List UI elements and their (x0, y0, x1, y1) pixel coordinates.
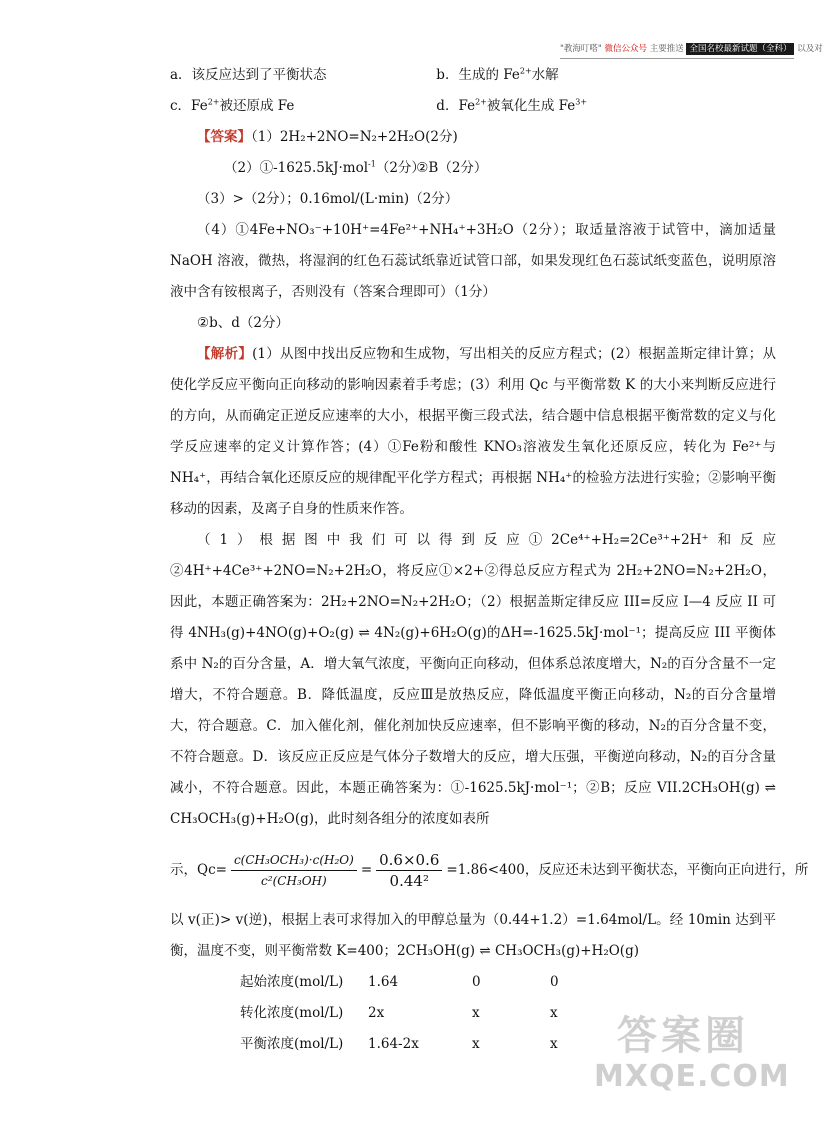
qc-equals: = (360, 861, 373, 878)
qc-fraction-numeric (376, 850, 442, 891)
options-row-1 (170, 60, 776, 91)
qc-denominator-numeric: 0.44² (389, 871, 429, 890)
qc-lead: 示，Qc= (170, 861, 227, 878)
table-row: 平衡浓度(mol/L) 1.64-2x x x (240, 1036, 558, 1052)
option-b: b．生成的 $Fe^{2+}$水解 (436, 66, 559, 83)
qc-denominator: c²(CH₃OH) (261, 873, 327, 888)
answer-line-5: ②b、d（2分） (197, 315, 289, 331)
answer-line-3: （3）>（2分）；0.16mol/(L·min)（2分） (197, 191, 459, 207)
analysis-paragraph-2: （1）根据图中我们可以得到反应①2Ce⁴⁺+H₂=2Ce³⁺+2H⁺和反应②4H⁺+4Ce³⁺+2NO=N₂+2H₂O，将反应①×2+②得总反应方程式为 2H₂+2NO=N₂+2H₂O，因此，本题正确答案为：2H₂+2NO=N₂+2H₂O；（2）根据盖斯定律反应 III=反应 I—4 反应 II 可得 4NH₃(g)+4NO(g)+O₂(g) ⇌ 4N₂(g)+6H₂O(g)的ΔH=-1625.5kJ·mol⁻¹；提高反应 III 平衡体系中 N₂的百分含量，A．增大氧气浓度，平衡向正向移动，但体系总浓度增大，N₂的百分含量不一定增大，不符合题意。B．降低温度，反应Ⅲ是放热反应，降低温度平衡正向移动，N₂的百分含量增大，符合题意。C．加入催化剂，催化剂加快反应速率，但不影响平衡的移动，N₂的百分含量不变，不符合题意。D．该反应正反应是气体分子数增大的反应，增大压强，平衡逆向移动，N₂的百分含量减小，不符合题意。因此，本题正确答案为：①-1625.5kJ·mol⁻¹；②B；反应 VII.2CH₃OH(g) ⇌ CH₃OCH₃(g)+H₂O(g)，此时刻各组分的浓度如表所 (170, 532, 776, 827)
answer-line-1: 【答案】（1）2H₂+2NO=N₂+2H₂O(2分) (197, 129, 458, 145)
analysis-paragraph-1: 【解析】(1）从图中找出反应物和生成物，写出相关的反应方程式；(2）根据盖斯定律计算；从使化学反应平衡向正向移动的影响因素着手考虑；(3）利用 Qc 与平衡常数 K 的大小来判断反应进行的方向，从而确定正逆反应速率的大小，根据平衡三段式法，结合题中信息根据平衡常数的定义与化学反应速率的定义计算作答；(4）①Fe粉和酸性 KNO₃溶液发生氧化还原反应，转化为 Fe²⁺与 NH₄⁺，再结合氧化还原反应的规律配平化学方程式；再根据 NH₄⁺的检验方法进行实验；②影响平衡移动的因素，及离子自身的性质来作答。 (170, 346, 777, 517)
analysis-paragraph-3: 以 v(正)> v(逆)，根据上表可求得加入的甲醇总量为（0.44+1.2）=1.64mol/L。经 10min 达到平衡，温度不变，则平衡常数 K=400；2CH₃OH(g) ⇌ CH₃OCH₃(g)+H₂O(g) (170, 912, 776, 959)
option-d: d．$Fe^{2+}$被氧化生成 $Fe^{3+}$ (436, 97, 588, 114)
header-part3: 主要推送 (649, 44, 684, 54)
answer-line-2 (170, 153, 776, 184)
answer-line-4: （4）①4Fe+NO₃⁻+10H⁺=4Fe²⁺+NH₄⁺+3H₂O（2分）；取适量溶液于试管中，滴加适量 NaOH 溶液，微热，将湿润的红色石蕊试纸靠近试管口部，如果发现红色石蕊试纸变蓝色，说明原溶液中含有铵根离子，否则没有（答案合理即可）（1分） (170, 222, 776, 300)
table-row: 起始浓度(mol/L) 1.64 0 0 (240, 974, 559, 990)
qc-tail: =1.86<400，反应还未达到平衡状态，平衡向正向进行，所 (446, 861, 809, 878)
option-a: a．该反应达到了平衡状态 (170, 67, 327, 83)
header-part1: "教海叮嗒" (560, 44, 602, 54)
watermark-bottom: MXQE.COM (594, 1059, 790, 1094)
answer-2a: （2）①-1625.5kJ·mol$^{-1}$（2分） (224, 159, 425, 176)
qc-formula-line (170, 835, 809, 905)
analysis-tag: 【解析】 (197, 346, 253, 362)
header-part4: 全国名校最新试题（全科） (686, 43, 794, 55)
answer-tag: 【答案】 (197, 129, 251, 145)
header-part2: 微信公众号 (604, 44, 648, 54)
table-row: 转化浓度(mol/L) 2x x x (240, 1005, 558, 1021)
answer-2b: ②B（2分） (416, 160, 488, 176)
qc-fraction-symbolic (231, 850, 357, 891)
document-body (170, 60, 809, 1060)
watermark-top: 答案圈 (617, 1013, 749, 1059)
qc-numerator: c(CH₃OCH₃)·c(H₂O) (231, 850, 357, 871)
qc-numerator-numeric: 0.6×0.6 (376, 850, 442, 871)
page-header (560, 40, 823, 59)
option-c: c．$Fe^{2+}$被还原成 Fe (170, 97, 295, 114)
watermark-logo (594, 1012, 790, 1104)
options-row-2 (170, 91, 776, 122)
header-part5: 以及对 (797, 44, 823, 54)
